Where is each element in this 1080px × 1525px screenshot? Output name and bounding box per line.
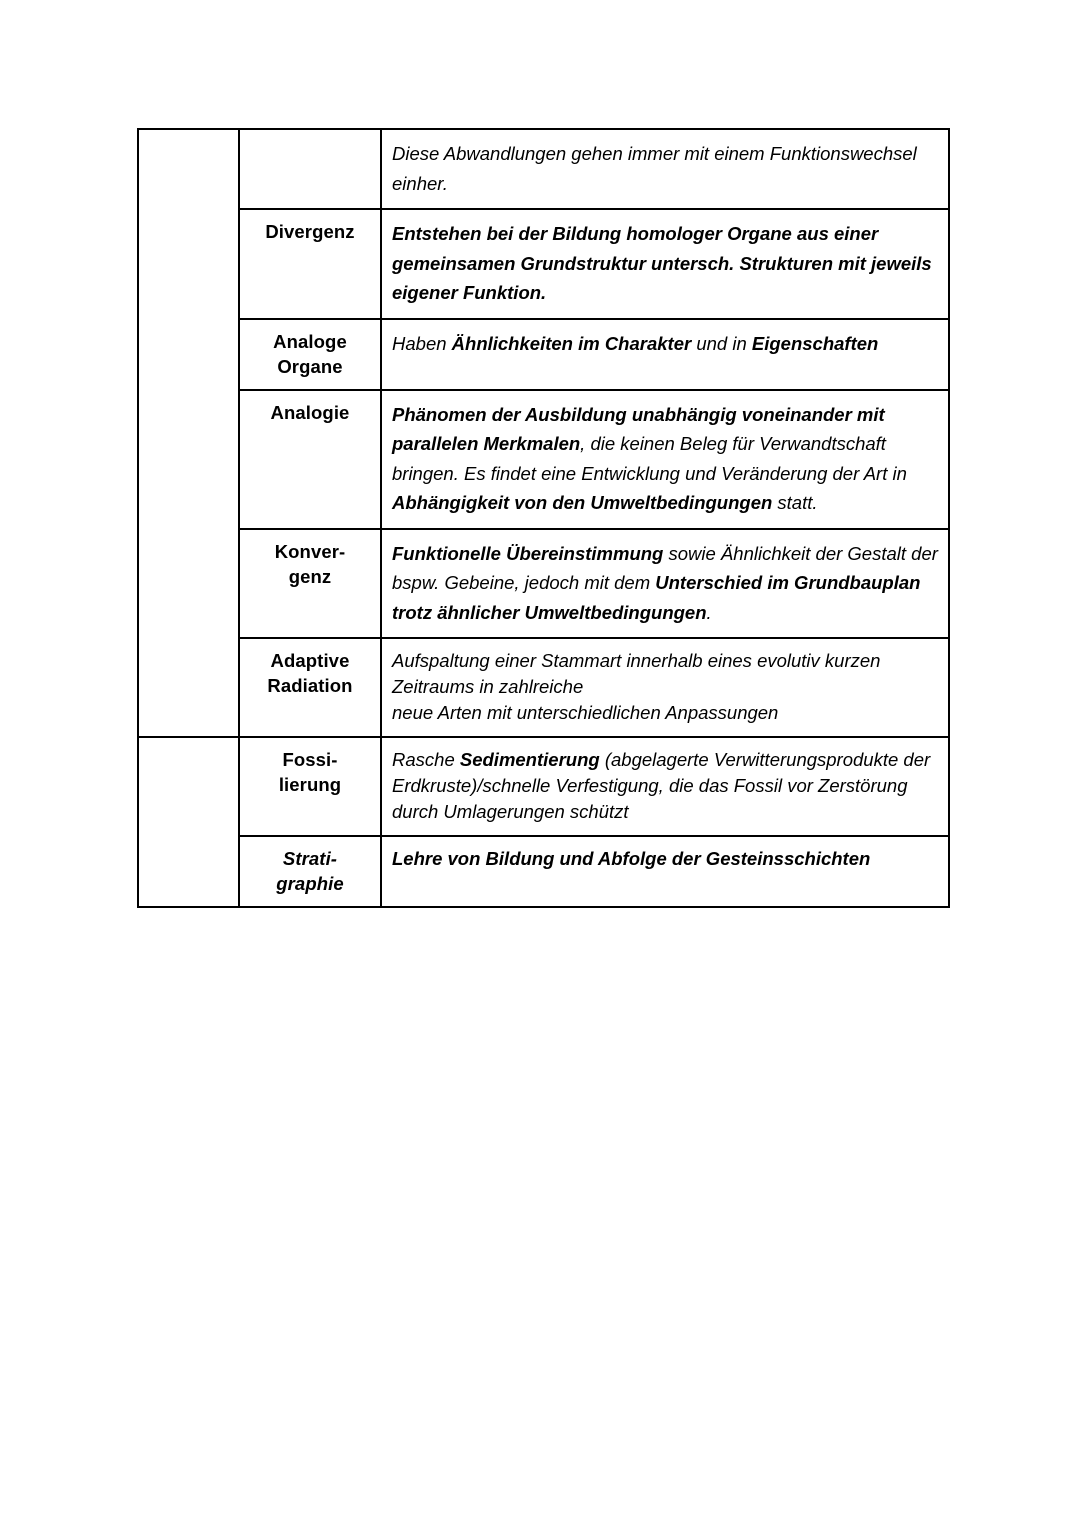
table-row [138,319,949,390]
description-text: Diese Abwandlungen gehen immer mit einem Funktionswechsel einher. [392,143,917,194]
description-cell [381,129,949,209]
term-cell-stratigraphie [239,836,381,907]
group-cell-empty-2 [138,737,239,907]
term-label-line2: lierung [278,774,342,795]
table-row [138,129,949,209]
description-text: Phänomen der Ausbildung unabhängig voneinander mit parallelen Merkmalen, die keinen Beleg für Verwandtschaft bringen. Es findet eine Entwicklung und Veränderung der Art in Abhängigkeit von den Umweltbedingungen statt. [392,403,907,513]
description-cell [381,390,949,529]
term-label-line2: Organe [277,355,343,377]
term-cell-konvergenz [239,529,381,639]
term-label-line1: Fossi- [282,749,338,770]
evolution-terms-table [137,128,950,908]
term-cell-fossilierung [239,737,381,836]
description-cell [381,737,949,836]
table-row [138,390,949,529]
term-label-line2: graphie [276,873,344,894]
term-label-line1: Analoge [273,330,347,352]
table-row [138,529,949,639]
table-row [138,737,949,836]
term-label: Analogie [270,401,350,423]
table-row [138,209,949,319]
description-cell [381,638,949,737]
term-cell-analoge-organe [239,319,381,390]
group-cell-empty-1 [138,129,239,737]
term-label-line1: Strati- [282,848,338,869]
term-cell-analogie [239,390,381,529]
description-text: Funktionelle Übereinstimmung sowie Ähnlichkeit der Gestalt der bspw. Gebeine, jedoch mit dem Unterschied im Grundbauplan trotz ähnlicher Umweltbedingungen. [392,542,938,623]
term-cell-empty [239,129,381,209]
description-text: Lehre von Bildung und Abfolge der Gesteinsschichten [392,848,871,869]
term-label: Divergenz [265,221,355,242]
description-cell [381,836,949,907]
term-label-line1: Konver- [274,540,346,562]
term-label-line2: genz [288,565,332,587]
description-text: Entstehen bei der Bildung homologer Organe aus einer gemeinsamen Grundstruktur untersch. Strukturen mit jeweils eigener Funktion. [392,223,932,303]
table-row [138,638,949,737]
description-cell [381,209,949,319]
description-text: Rasche Sedimentierung (abgelagerte Verwitterungsprodukte der Erdkruste)/schnelle Verfestigung, die das Fossil vor Zerstörung durch Umlagerungen schützt [392,749,931,822]
term-cell-adaptive-radiation [239,638,381,737]
page-blank-area [0,1000,1080,1525]
term-label-line1: Adaptive [270,650,350,671]
description-text: Aufspaltung einer Stammart innerhalb eines evolutiv kurzen Zeitraums in zahlreiche neue Arten mit unterschiedlichen Anpassungen [392,650,881,723]
table-row [138,836,949,907]
term-cell-divergenz [239,209,381,319]
term-label-line2: Radiation [267,675,353,696]
description-cell [381,319,949,390]
evolution-terms-table-container [137,128,948,908]
description-cell [381,529,949,639]
description-text: Haben Ähnlichkeiten im Charakter und in Eigenschaften [392,332,879,354]
